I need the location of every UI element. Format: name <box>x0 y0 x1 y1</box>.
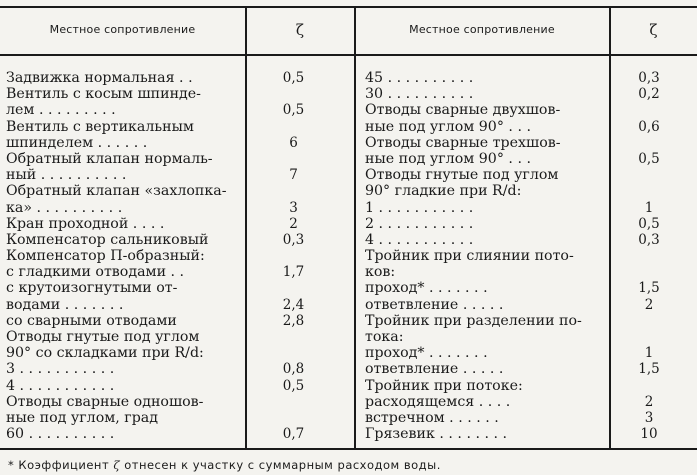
row-zeta-value: 2 <box>644 393 654 410</box>
table-row <box>355 378 697 394</box>
table-row <box>0 86 354 102</box>
row-name: 1 . . . . . . . . . . . <box>365 199 474 216</box>
row-name: Отводы гнутые под углом <box>365 167 559 184</box>
row-name: 4 . . . . . . . . . . . <box>6 377 115 394</box>
row-zeta-value: 2,8 <box>282 312 305 329</box>
table-row <box>0 183 354 199</box>
table-row <box>0 345 354 361</box>
row-name: расходящемся . . . . <box>365 393 511 410</box>
row-zeta-value: 0,5 <box>282 102 305 119</box>
row-name: с крутоизогнутыми от- <box>6 280 178 297</box>
row-name: ков: <box>365 264 396 281</box>
table-row <box>355 151 697 167</box>
row-name: тока: <box>365 329 404 345</box>
row-zeta-value: 0,6 <box>638 118 660 135</box>
table-row <box>355 264 697 280</box>
row-name: Тройник при потоке: <box>365 377 523 394</box>
row-zeta-value: 3 <box>644 409 654 426</box>
footnote-star: * <box>8 458 15 472</box>
row-zeta-value: 1,5 <box>638 361 660 378</box>
row-name: водами . . . . . . . <box>6 296 124 313</box>
row-zeta-value: 2 <box>289 215 298 232</box>
row-name: Обратный клапан «захлопка- <box>6 183 227 200</box>
table-row <box>0 216 354 232</box>
table-row <box>0 200 354 216</box>
row-name: 30 . . . . . . . . . . <box>365 86 474 103</box>
table-row <box>0 102 354 118</box>
table-bottom-rule <box>0 448 697 450</box>
row-name: ные под углом, град <box>6 409 158 426</box>
table-row <box>355 70 697 86</box>
left-column-header: Местное сопротивление <box>49 23 196 36</box>
table-row <box>355 102 697 118</box>
row-zeta-value: 1,5 <box>638 280 660 297</box>
row-name: Грязевик . . . . . . . . <box>365 426 508 443</box>
row-name: Компенсатор сальниковый <box>6 231 209 248</box>
row-zeta-value: 0,5 <box>638 215 660 232</box>
row-name: 45 . . . . . . . . . . <box>365 70 474 86</box>
row-name: ный . . . . . . . . . . <box>6 167 127 184</box>
table-row <box>355 345 697 361</box>
table-row <box>0 329 354 345</box>
row-name: Отводы сварные трехшов- <box>365 134 561 151</box>
row-name: Обратный клапан нормаль- <box>6 150 213 167</box>
table-row <box>355 329 697 345</box>
row-name: Тройник при слиянии пото- <box>365 248 574 265</box>
table-row <box>355 426 697 442</box>
row-name: со сварными отводами <box>6 312 177 329</box>
row-name: Отводы сварные одношов- <box>6 393 204 410</box>
row-name: Тройник при разделении по- <box>365 312 582 329</box>
table-row <box>355 216 697 232</box>
footnote-text-after: отнесен к участку с суммарным расходом воды. <box>124 458 441 472</box>
row-zeta-value: 0,2 <box>638 86 660 103</box>
row-name: проход* . . . . . . . <box>365 345 488 362</box>
table-row <box>0 264 354 280</box>
table-row <box>0 378 354 394</box>
table-row <box>0 151 354 167</box>
row-name: лем . . . . . . . . . <box>6 102 116 119</box>
row-zeta-value: 0,5 <box>638 150 660 167</box>
row-zeta-value: 0,3 <box>282 231 305 248</box>
row-name: Кран проходной . . . . <box>6 215 165 232</box>
table-row <box>0 297 354 313</box>
row-zeta-value: 1 <box>644 345 654 362</box>
table-row <box>355 232 697 248</box>
row-zeta-value: 3 <box>289 199 298 216</box>
table-row <box>355 394 697 410</box>
table-row <box>0 248 354 264</box>
row-name: ные под углом 90° . . . <box>365 150 531 167</box>
row-name: ответвление . . . . . <box>365 361 504 378</box>
table-row <box>0 280 354 296</box>
table-row <box>0 232 354 248</box>
right-zeta-header: ζ <box>649 21 658 39</box>
right-column-header: Местное сопротивление <box>409 23 555 36</box>
row-name: Отводы сварные двухшов- <box>365 102 561 119</box>
table-top-rule <box>0 6 697 8</box>
row-zeta-value: 0,7 <box>282 426 305 443</box>
row-name: Задвижка нормальная . . <box>6 70 193 86</box>
left-zeta-header: ζ <box>295 21 305 39</box>
table-row <box>355 297 697 313</box>
right-rows <box>355 70 697 442</box>
row-name: Вентиль с вертикальным <box>6 118 194 135</box>
table-row <box>355 280 697 296</box>
table-row <box>355 200 697 216</box>
row-zeta-value: 1,7 <box>282 264 305 281</box>
table-row <box>355 119 697 135</box>
table-row <box>355 86 697 102</box>
row-name: проход* . . . . . . . <box>365 280 488 297</box>
row-name: 4 . . . . . . . . . . . <box>365 231 474 248</box>
left-rows <box>0 70 354 442</box>
table-row <box>355 135 697 151</box>
row-name: ответвление . . . . . <box>365 296 504 313</box>
row-name: 2 . . . . . . . . . . . <box>365 215 474 232</box>
table-row <box>355 183 697 199</box>
table-row <box>355 248 697 264</box>
row-zeta-value: 0,5 <box>282 377 305 394</box>
row-name: встречном . . . . . . <box>365 409 499 426</box>
header-bottom-rule <box>0 54 697 56</box>
table-row <box>0 410 354 426</box>
row-name: Вентиль с косым шпинде- <box>6 86 201 103</box>
row-zeta-value: 0,8 <box>282 361 305 378</box>
row-name: Компенсатор П-образный: <box>6 248 205 265</box>
row-name: 90° гладкие при R/d: <box>365 183 522 200</box>
footnote-text-before: Коэффициент <box>18 458 110 472</box>
row-zeta-value: 0,5 <box>282 70 305 86</box>
table-row <box>0 70 354 86</box>
table-row <box>0 426 354 442</box>
row-name: с гладкими отводами . . <box>6 264 185 281</box>
row-zeta-value: 0,3 <box>638 231 660 248</box>
table-row <box>0 119 354 135</box>
table-row <box>355 167 697 183</box>
row-zeta-value: 10 <box>640 426 658 443</box>
row-zeta-value: 6 <box>289 134 298 151</box>
row-name: ка» . . . . . . . . . . <box>6 199 123 216</box>
footnote <box>8 458 441 472</box>
row-name: Отводы гнутые под углом <box>6 329 200 345</box>
row-zeta-value: 7 <box>289 167 298 184</box>
table-row <box>355 410 697 426</box>
table-row <box>0 167 354 183</box>
table-row <box>0 394 354 410</box>
table-row <box>355 313 697 329</box>
row-name: ные под углом 90° . . . <box>365 118 531 135</box>
row-zeta-value: 1 <box>644 199 654 216</box>
row-zeta-value: 2,4 <box>282 296 305 313</box>
row-name: 90° со складками при R/d: <box>6 345 204 362</box>
table-row <box>0 135 354 151</box>
row-name: 3 . . . . . . . . . . . <box>6 361 115 378</box>
table-row <box>0 313 354 329</box>
row-name: 60 . . . . . . . . . . <box>6 426 115 443</box>
footnote-zeta: ζ <box>113 458 121 472</box>
row-zeta-value: 2 <box>644 296 654 313</box>
table-row <box>0 361 354 377</box>
table-row <box>355 361 697 377</box>
row-zeta-value: 0,3 <box>638 70 660 86</box>
row-name: шпинделем . . . . . . <box>6 134 148 151</box>
